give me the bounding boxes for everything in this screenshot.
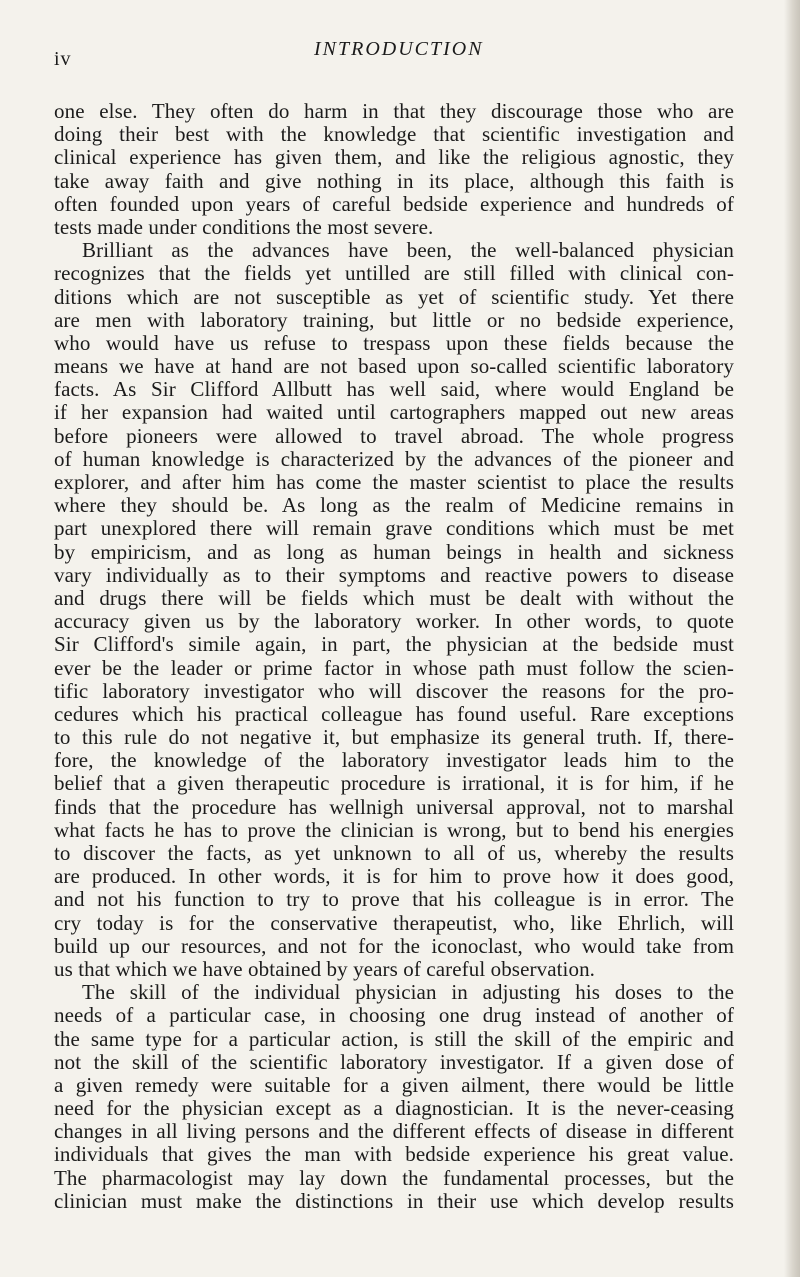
- text-line: to this rule do not negative it, but emphasize its general truth. If, there-: [54, 725, 734, 750]
- text-line: tific laboratory investigator who will discover the reasons for the pro-: [54, 678, 734, 703]
- text-line: explorer, and after him has come the master scientist to place the results: [54, 470, 734, 494]
- text-line: who would have us refuse to trespass upon these fields because the: [54, 330, 734, 355]
- text-line: vary individually as to their symptoms and reactive powers to disease: [54, 562, 734, 587]
- text-line: before pioneers were allowed to travel abroad. The whole progress: [54, 423, 734, 448]
- text-line: needs of a particular case, in choosing one drug instead of another of: [54, 1003, 734, 1028]
- running-title: INTRODUCTION: [314, 38, 484, 60]
- text-line: ditions which are not susceptible as yet of scientific study. Yet there: [54, 284, 734, 309]
- text-line: cedures which his practical colleague has found useful. Rare exceptions: [54, 701, 734, 726]
- text-line: facts. As Sir Clifford Allbutt has well said, where would England be: [54, 377, 734, 402]
- text-line: tests made under conditions the most severe.: [54, 214, 434, 239]
- text-line: clinical experience has given them, and like the religious agnostic, they: [54, 145, 734, 170]
- text-line: build up our resources, and not for the iconoclast, who would take from: [54, 933, 734, 958]
- text-line: finds that the procedure has wellnigh universal approval, not to marshal: [54, 794, 734, 819]
- page-number: iv: [54, 48, 72, 70]
- text-line: doing their best with the knowledge that scientific investigation and: [54, 122, 734, 147]
- text-line: means we have at hand are not based upon so-called scientific laboratory: [54, 354, 734, 379]
- text-line: individuals that gives the man with bedside experience his great value.: [54, 1142, 734, 1167]
- body-text: [54, 100, 734, 1213]
- text-line: and not his function to try to prove that his colleague is in error. The: [54, 887, 734, 912]
- text-line: belief that a given therapeutic procedure is irrational, it is for him, if he: [54, 771, 734, 796]
- text-line: take away faith and give nothing in its place, although this faith is: [54, 168, 734, 193]
- text-line: part unexplored there will remain grave conditions which must be met: [54, 516, 734, 541]
- text-line: need for the physician except as a diagnostician. It is the never-ceasing: [54, 1096, 734, 1121]
- text-line: The skill of the individual physician in adjusting his doses to the: [82, 980, 734, 1005]
- text-line: The pharmacologist may lay down the fundamental processes, but the: [54, 1165, 734, 1190]
- text-line: by empiricism, and as long as human beings in health and sickness: [54, 539, 734, 564]
- page-edge-shadow: [784, 0, 800, 1277]
- text-line: cry today is for the conservative therapeutist, who, like Ehrlich, will: [54, 910, 734, 935]
- text-line: changes in all living persons and the different effects of disease in different: [54, 1119, 734, 1144]
- text-line: often founded upon years of careful bedside experience and hundreds of: [54, 191, 734, 216]
- text-line: accuracy given us by the laboratory worker. In other words, to quote: [54, 609, 734, 634]
- text-line: Brilliant as the advances have been, the well-balanced physician: [82, 238, 734, 263]
- text-line: if her expansion had waited until cartographers mapped out new areas: [54, 400, 734, 425]
- text-line: a given remedy were suitable for a given ailment, there would be little: [54, 1072, 734, 1097]
- text-line: and drugs there will be fields which must be dealt with without the: [54, 585, 734, 610]
- text-line: of human knowledge is characterized by the advances of the pioneer and: [54, 446, 734, 471]
- text-line: ever be the leader or prime factor in whose path must follow the scien-: [54, 655, 734, 680]
- text-line: recognizes that the fields yet untilled are still filled with clinical con-: [54, 261, 734, 286]
- text-line: are produced. In other words, it is for him to prove how it does good,: [54, 864, 734, 889]
- text-line: clinician must make the distinctions in their use which develop results: [54, 1188, 734, 1213]
- text-line: are men with laboratory training, but little or no bedside experience,: [54, 307, 734, 332]
- text-line: us that which we have obtained by years of careful observation.: [54, 956, 596, 981]
- text-line: where they should be. As long as the realm of Medicine remains in: [54, 493, 734, 518]
- text-line: fore, the knowledge of the laboratory investigator leads him to the: [54, 748, 734, 773]
- text-line: to discover the facts, as yet unknown to all of us, whereby the results: [54, 841, 734, 865]
- text-line: Sir Clifford's simile again, in part, the physician at the bedside must: [54, 632, 734, 657]
- text-line: one else. They often do harm in that they discourage those who are: [54, 99, 734, 123]
- running-head: [54, 38, 734, 84]
- text-line: not the skill of the scientific laboratory investigator. If a given dose of: [54, 1049, 734, 1074]
- text-line: the same type for a particular action, is still the skill of the empiric and: [54, 1026, 734, 1051]
- text-line: what facts he has to prove the clinician is wrong, but to bend his energies: [54, 817, 734, 842]
